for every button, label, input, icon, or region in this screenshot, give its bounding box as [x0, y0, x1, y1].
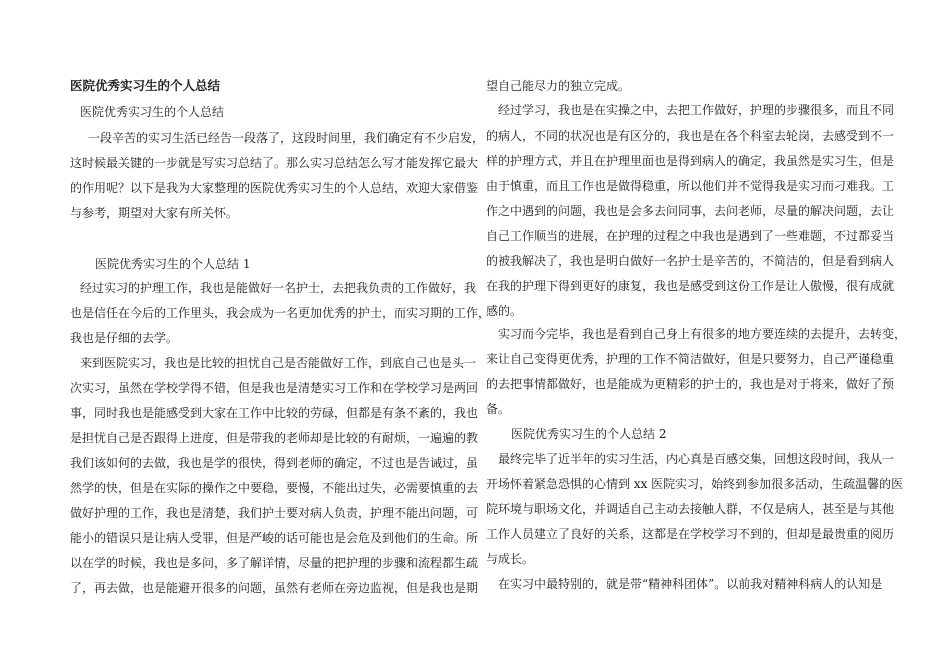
- body-line: 我们该如何的去做，我也是学的很快，得到老师的确定，不过也是告诫过，虽: [70, 456, 479, 470]
- body-line: 是担忧自己是否跟得上进度，但是带我的老师却是比较的有耐烦，一遍遍的教: [70, 431, 479, 445]
- body-line: 在我的护理下得到更好的康复，我也是感受到这份工作是让人傲慢，很有成就: [486, 279, 895, 293]
- body-line: 来到医院实习，我也是比较的担忧自己是否能做好工作，到底自己也是头一: [80, 356, 477, 370]
- body-line: 的被我解决了，我也是明白做好一名护士是辛苦的，不简洁的，但是看到病人: [486, 254, 895, 268]
- intro-paragraph-line: 这时候最关键的一步就是写实习总结了。那么实习总结怎么写才能发挥它最大: [70, 156, 479, 170]
- body-line: 了，再去做，也是能避开很多的问题，虽然有老师在旁边监视，但是我也是期: [70, 581, 479, 595]
- body-line: 望自己能尽力的独立完成。: [486, 79, 631, 93]
- document-title: 医院优秀实习生的个人总结: [70, 78, 221, 93]
- body-line: 感的。: [486, 304, 523, 318]
- body-line: 开场怀着紧急恐惧的心情到 xx 医院实习，始终到参加很多活动，生疏温馨的医: [486, 477, 904, 491]
- body-line: 在实习中最特别的，就是带“精神科团体”。以前我对精神科病人的认知是: [498, 577, 883, 591]
- body-line: 然学的快，但是在实际的操作之中要稳，要慢，不能出过失，必需要慎重的去: [70, 481, 479, 495]
- body-line: 的去把事情都做好，也是能成为更精彩的护士的，我也是对于将来，做好了预: [486, 377, 895, 391]
- body-line: 次实习，虽然在学校学得不错，但是我也是清楚实习工作和在学校学习是两回: [70, 381, 479, 395]
- intro-paragraph-line: 的作用呢？以下是我为大家整理的医院优秀实习生的个人总结，欢迎大家借鉴: [70, 181, 479, 195]
- subtitle: 医院优秀实习生的个人总结: [80, 105, 225, 119]
- section-heading-2: 医院优秀实习生的个人总结 2: [511, 427, 667, 441]
- body-line: 经过学习，我也是在实操之中，去把工作做好，护理的步骤很多，而且不同: [498, 103, 895, 117]
- body-line: 以在学的时候，我也是多问，多了解详情，尽量的把护理的步骤和流程都生疏: [70, 556, 479, 570]
- body-line: 来让自己变得更优秀，护理的工作不简洁做好，但是只要努力，自己严谨稳重: [486, 352, 895, 366]
- body-line: 工作人员建立了良好的关系，这都是在学校学习不到的，但却是最贵重的阅历: [486, 527, 895, 541]
- body-line: 最终完毕了近半年的实习生活，内心真是百感交集，回想这段时间，我从一: [498, 452, 895, 466]
- body-line: 备。: [486, 402, 511, 416]
- body-line: 由于慎重，而且工作也是做得稳重，所以他们并不觉得我是实习而刁难我。工: [486, 179, 895, 193]
- body-line: 与成长。: [486, 552, 535, 566]
- body-line: 院环境与职场文化，并调适自己主动去接触人群，不仅是病人，甚至是与其他: [486, 502, 895, 516]
- body-line: 做好护理的工作，我也是清楚，我们护士要对病人负责，护理不能出问题，可: [70, 506, 479, 520]
- body-line: 作之中遇到的问题，我也是会多去问同事，去问老师，尽量的解决问题，去让: [486, 204, 895, 218]
- intro-paragraph-line: 一段辛苦的实习生活已经告一段落了，这段时间里，我们确定有不少启发，: [88, 131, 485, 145]
- body-line: 实习而今完毕，我也是看到自己身上有很多的地方要连续的去提升，去转变，: [498, 327, 907, 341]
- body-line: 能小的错误只是让病人受罪，但是严峻的话可能也是会危及到他们的生命。所: [70, 531, 479, 545]
- body-line: 样的护理方式，并且在护理里面也是得到病人的确定，我虽然是实习生，但是: [486, 154, 895, 168]
- body-line: 我也是仔细的去学。: [70, 331, 179, 345]
- body-line: 事，同时我也是能感受到大家在工作中比较的劳碌，但都是有条不紊的，我也: [70, 406, 479, 420]
- body-line: 经过实习的护理工作，我也是能做好一名护士，去把我负责的工作做好，我: [80, 281, 477, 295]
- section-heading-1: 医院优秀实习生的个人总结 1: [95, 257, 251, 271]
- intro-paragraph-line: 与参考，期望对大家有所关怀。: [70, 206, 239, 220]
- body-line: 也是信任在今后的工作里头，我会成为一名更加优秀的护士，而实习期的工作，: [70, 306, 491, 320]
- body-line: 的病人，不同的状况也是有区分的，我也是在各个科室去轮岗，去感受到不一: [486, 129, 895, 143]
- body-line: 自己工作顺当的进展，在护理的过程之中我也是遇到了一些难题，不过都妥当: [486, 229, 895, 243]
